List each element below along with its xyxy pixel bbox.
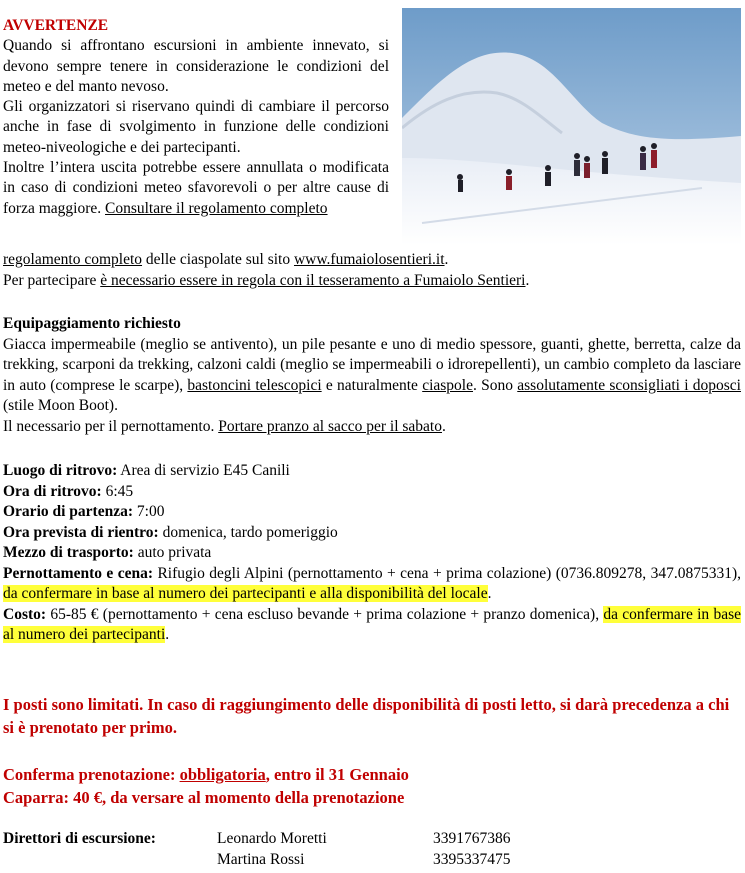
director-name: Leonardo Moretti: [217, 830, 327, 847]
equipment-section: [3, 314, 741, 437]
return-time-value: domenica, tardo pomeriggio: [158, 523, 338, 541]
warning-paragraph-3-text: Inoltre l’intera uscita potrebbe essere annullata o modificata in caso di condizioni meteo sfavorevoli o per altre cause di forza maggiore.: [3, 159, 389, 217]
warning-section: [3, 16, 389, 219]
regolamento-link[interactable]: Consultare il regolamento completo: [105, 199, 328, 217]
return-time-label: Ora prevista di rientro:: [3, 523, 159, 541]
equipment-snowshoes: ciaspole: [422, 376, 473, 394]
warning-title: AVVERTENZE: [3, 17, 109, 34]
equipment-heading: Equipaggiamento richiesto: [3, 315, 181, 332]
snow-landscape-image: [402, 8, 741, 245]
meeting-place-label: Luogo di ritrovo:: [3, 462, 118, 479]
director-row: [3, 849, 741, 870]
transport-label: Mezzo di trasporto:: [3, 544, 134, 561]
confirmation-mandatory: obbligatoria: [179, 765, 266, 784]
membership-line: [3, 271, 741, 292]
equipment-list: [3, 335, 741, 417]
meeting-place: [3, 461, 741, 482]
cost: [3, 605, 741, 646]
lodging-highlight: da confermare in base al numero dei partecipanti e alla disponibilità del locale: [3, 585, 488, 602]
equipment-doposci: assolutamente sconsigliati i doposci: [517, 376, 741, 394]
lodging-label: Pernottamento e cena:: [3, 564, 154, 582]
regolamento-link-continued[interactable]: regolamento completo: [3, 251, 143, 268]
equipment-text-2: e naturalmente: [321, 376, 423, 394]
deposit-notice: Caparra: 40 €, da versare al momento della prenotazione: [3, 788, 405, 807]
departure-time: [3, 502, 741, 523]
cost-highlight: da confermare in base al numero dei partecipanti: [3, 605, 741, 643]
departure-time-label: Orario di partenza:: [3, 503, 134, 520]
equipment-text-3: . Sono: [473, 376, 518, 394]
director-phone: 3391767386: [433, 830, 511, 847]
confirmation-label: Conferma prenotazione:: [3, 765, 180, 784]
equipment-lunch: Portare pranzo al sacco per il sabato: [218, 417, 442, 435]
director-row: [3, 828, 741, 849]
site-line-end: .: [444, 251, 449, 268]
equipment-text-4: (stile Moon Boot).: [3, 397, 118, 414]
cost-value: 65-85 € (pernottamento + cena escluso bevande + prima colazione + pranzo domenica),: [46, 605, 604, 623]
snowshoe-hikers-photo: [402, 8, 741, 245]
cost-end: .: [165, 626, 170, 643]
limited-places-notice: I posti sono limitati. In caso di raggiungimento delle disponibilità di posti letto, si darà precedenza a chi si è prenotato per primo.: [3, 695, 730, 737]
warning-paragraph-3: [3, 158, 389, 219]
director-name: Martina Rossi: [217, 851, 305, 868]
equipment-poles: bastoncini telescopici: [187, 376, 322, 394]
cost-label: Costo:: [3, 605, 47, 623]
meeting-time: [3, 482, 741, 503]
membership-end: .: [525, 272, 530, 289]
equipment-overnight: [3, 417, 741, 438]
site-line: [3, 250, 741, 271]
departure-time-value: 7:00: [133, 503, 165, 520]
membership-link[interactable]: è necessario essere in regola con il tesseramento a Fumaiolo Sentieri: [100, 272, 526, 289]
meeting-place-value: Area di servizio E45 Canili: [117, 462, 290, 479]
directors-label: Direttori di escursione:: [3, 830, 156, 847]
confirmation-deadline: , entro il 31 Gennaio: [265, 765, 409, 784]
return-time: [3, 523, 741, 544]
director-phone: 3395337475: [433, 851, 511, 868]
lodging: [3, 564, 741, 605]
logistics-section: [3, 461, 741, 646]
transport: [3, 543, 741, 564]
membership-text: Per partecipare: [3, 272, 101, 289]
directors-section: [3, 828, 741, 870]
website-link[interactable]: www.fumaiolosentieri.it: [293, 251, 445, 268]
equipment-text-1: Giacca impermeabile (meglio se antivento), un pile pesante e uno di medio spessore, guanti, ghette, berretta, calze da trekking, scarponi da trekking, calzoni caldi (meglio se impermeabili o idrorepellenti), un cambio completo da lasciare in auto (comprese le scarpe),: [3, 335, 741, 394]
lodging-end: .: [487, 585, 492, 602]
lodging-value: Rifugio degli Alpini (pernottamento + cena + prima colazione) (0736.809278, 347.0875331),: [153, 564, 741, 582]
transport-value: auto privata: [133, 544, 212, 561]
meeting-time-value: 6:45: [101, 482, 134, 500]
warning-paragraph-1: Quando si affrontano escursioni in ambiente innevato, si devono sempre tenere in considerazione le condizioni del meteo e del manto nevoso.: [3, 37, 389, 95]
meeting-time-label: Ora di ritrovo:: [3, 482, 102, 500]
warning-paragraph-2: Gli organizzatori si riservano quindi di cambiare il percorso anche in fase di svolgimento in funzione delle condizioni meteo-niveologiche e dei partecipanti.: [3, 98, 389, 156]
equipment-text-6: .: [442, 417, 446, 435]
equipment-text-5: Il necessario per il pernottamento.: [3, 417, 219, 435]
site-line-text: delle ciaspolate sul sito: [142, 251, 294, 268]
confirmation-notice: [3, 763, 741, 786]
